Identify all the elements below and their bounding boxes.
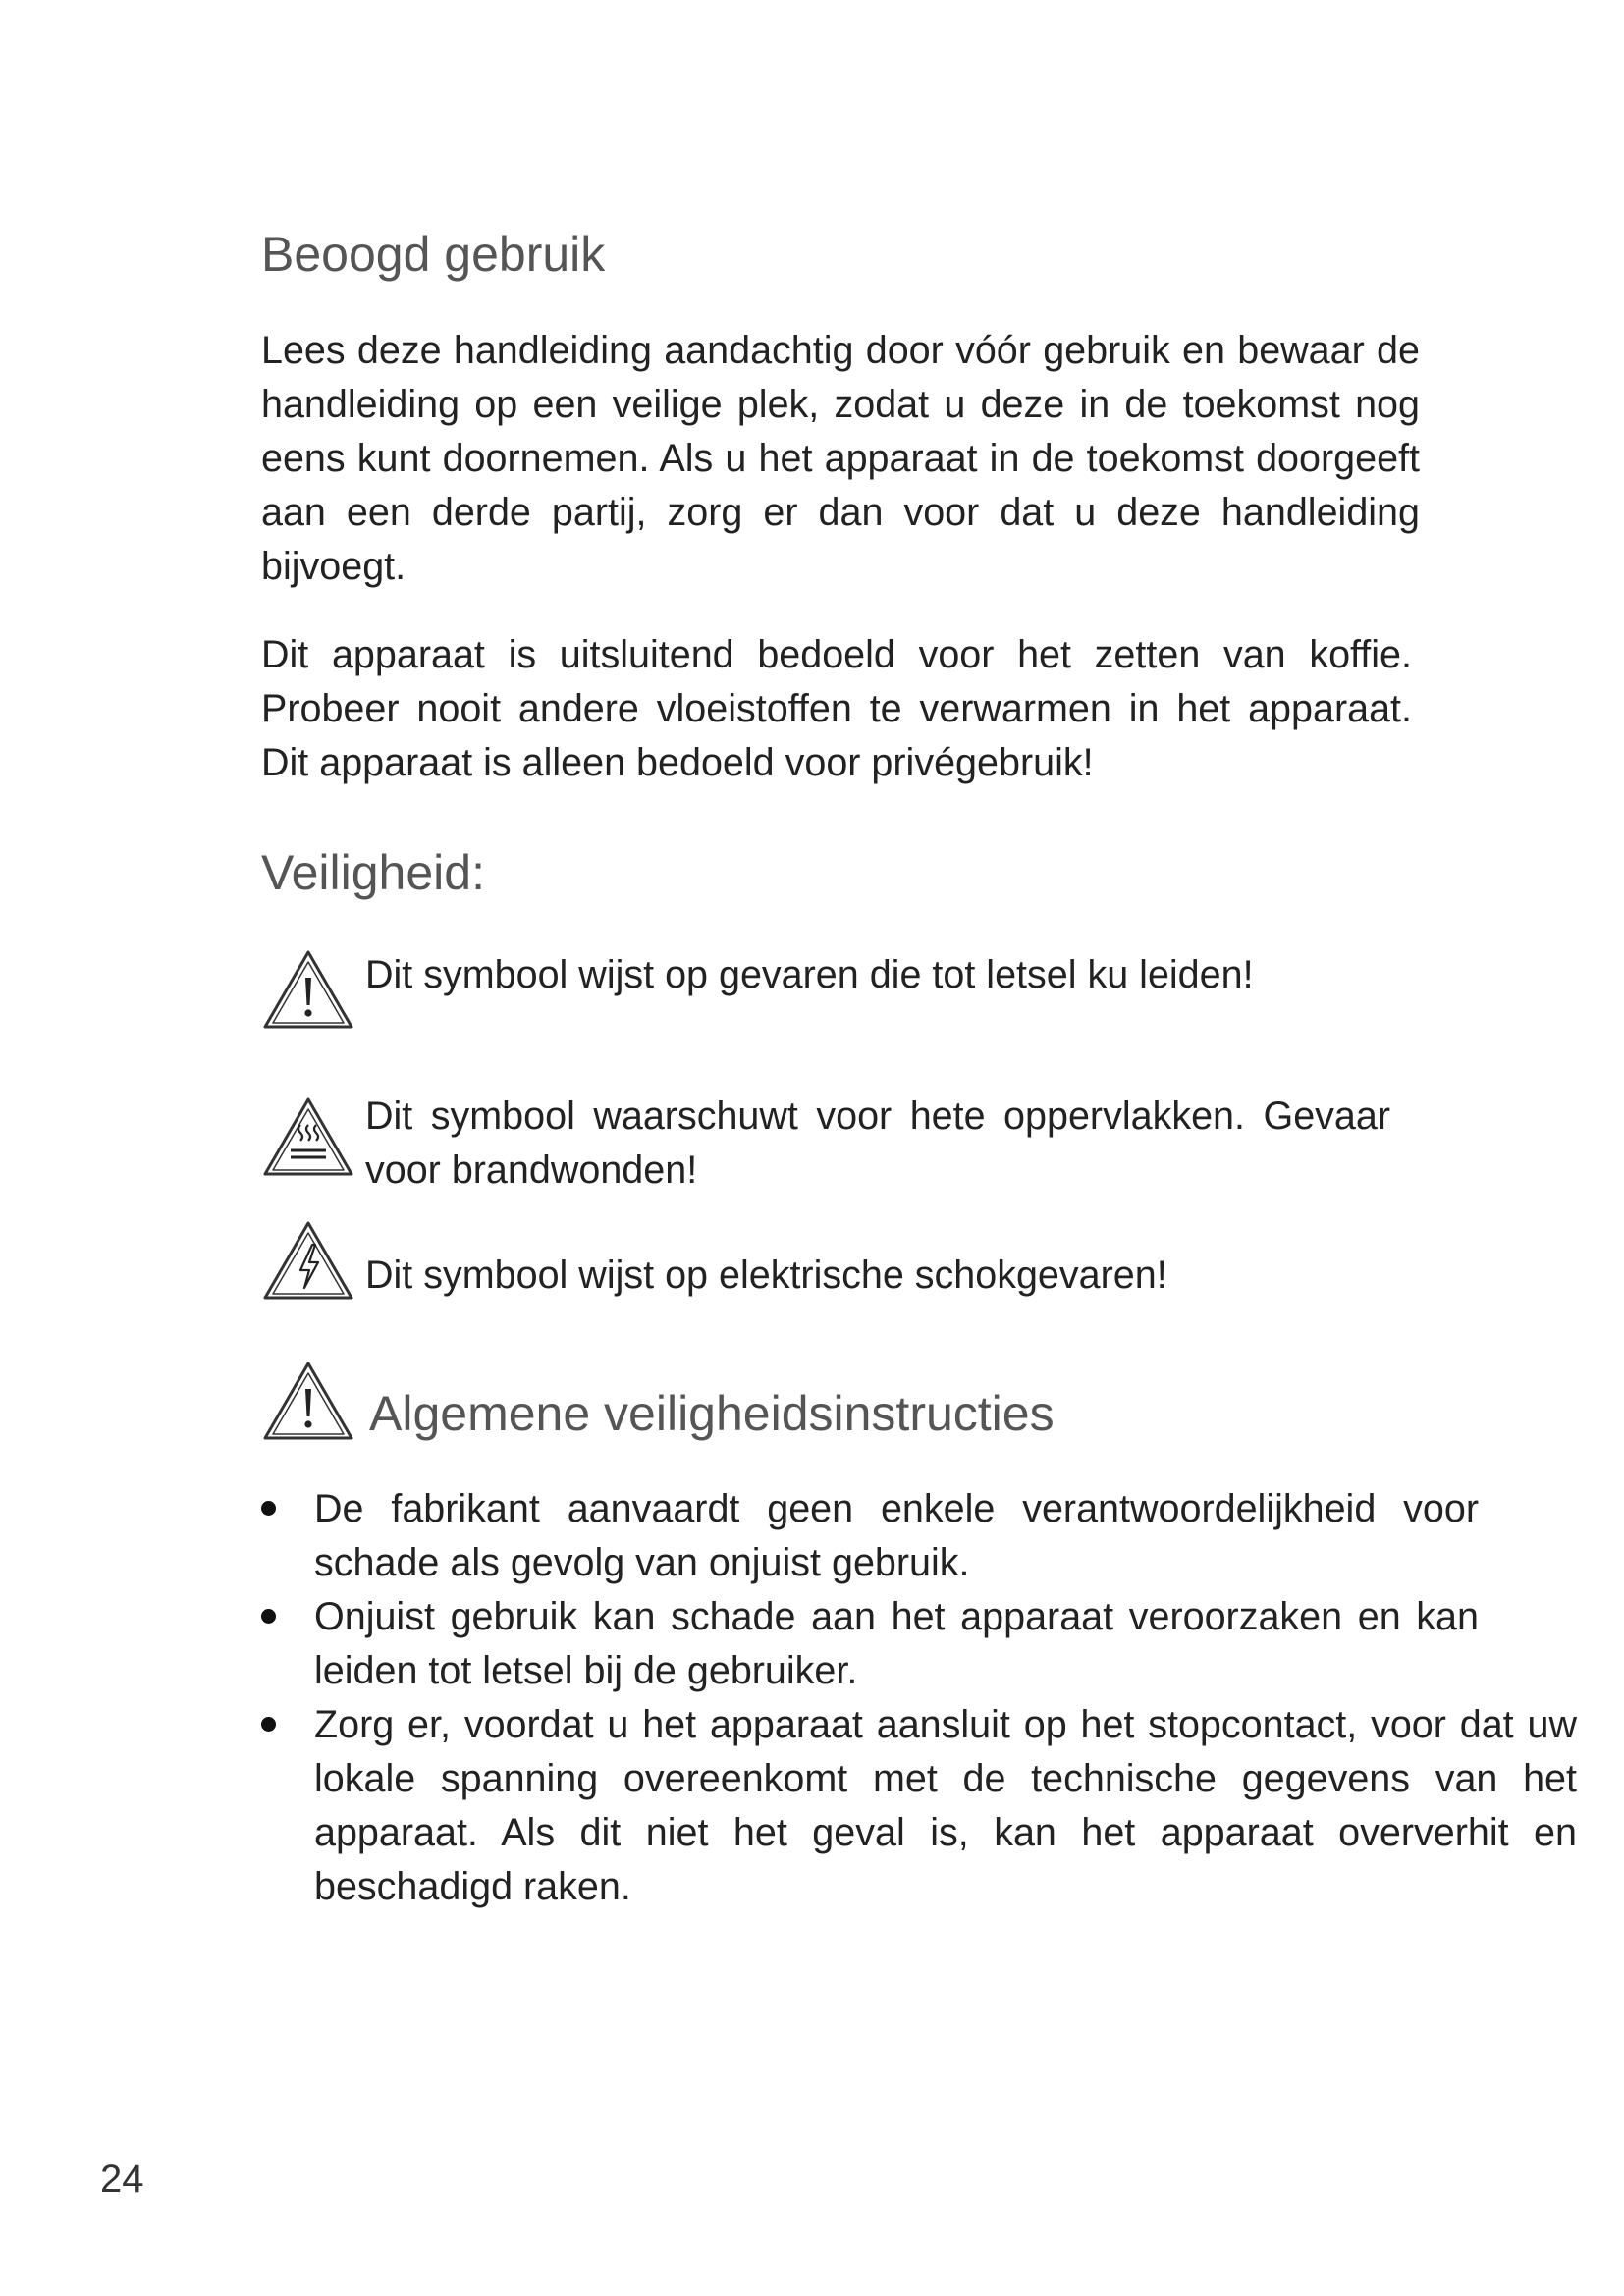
general-safety-title-label: Algemene veiligheidsinstructies [369, 1386, 1055, 1441]
safety-symbol-warning [261, 948, 1585, 1056]
warning-exclamation-icon [261, 948, 355, 1031]
list-item-text: De fabrikant aanvaardt geen enkele verantwoordelijkheid voor schade als gevolg van onjuist gebruik. [314, 1487, 1479, 1584]
list-item-text: Zorg er, voordat u het apparaat aansluit op het stopcontact, voor dat uw lokale spanning overeenkomt met de technische gegevens van het apparaat. Als dit niet het geval is, kan het apparaat oververhit en beschadigd raken. [314, 1703, 1577, 1908]
section-title-safety: Veiligheid: [261, 845, 485, 900]
section-title-intended-use: Beoogd gebruik [261, 227, 606, 282]
hot-surface-icon [261, 1095, 355, 1178]
warning-exclamation-icon [261, 1360, 355, 1442]
page-number: 24 [100, 2158, 144, 2201]
list-item [261, 1698, 1577, 1914]
intended-use-paragraph-2: Dit apparaat is uitsluitend bedoeld voor het zetten van koffie. Probeer nooit andere vloeistoffen te verwarmen in het apparaat. Dit apparaat is alleen bedoeld voor privégebruik! [261, 633, 1412, 784]
safety-symbol-hot-surface [261, 1090, 1390, 1198]
safety-symbol-electric-text: Dit symbool wijst op elektrische schokgevaren! [365, 1254, 1167, 1297]
list-item [261, 1482, 1479, 1590]
safety-symbol-hot-surface-text: Dit symbool waarschuwt voor hete oppervlakken. Gevaar voor brandwonden! [365, 1095, 1390, 1192]
general-safety-list [261, 1482, 1577, 1914]
bullet-dot [261, 1717, 276, 1732]
safety-symbol-warning-text: Dit symbool wijst op gevaren die tot letsel ku leiden! [365, 953, 1254, 996]
safety-symbol-electric [261, 1219, 1390, 1317]
bullet-dot [261, 1609, 276, 1624]
electric-shock-icon [261, 1219, 355, 1302]
section-title-general-safety [261, 1360, 1243, 1458]
list-item-text: Onjuist gebruik kan schade aan het apparaat veroorzaken en kan leiden tot letsel bij de gebruiker. [314, 1595, 1479, 1692]
intended-use-paragraph-1: Lees deze handleiding aandachtig door vóór gebruik en bewaar de handleiding op een veilige plek, zodat u deze in de toekomst nog eens kunt doornemen. Als u het apparaat in de toekomst doorgeeft aan een derde partij, zorg er dan voor dat u deze handleiding bijvoegt. [261, 329, 1420, 588]
list-item [261, 1590, 1479, 1698]
bullet-dot [261, 1501, 276, 1516]
